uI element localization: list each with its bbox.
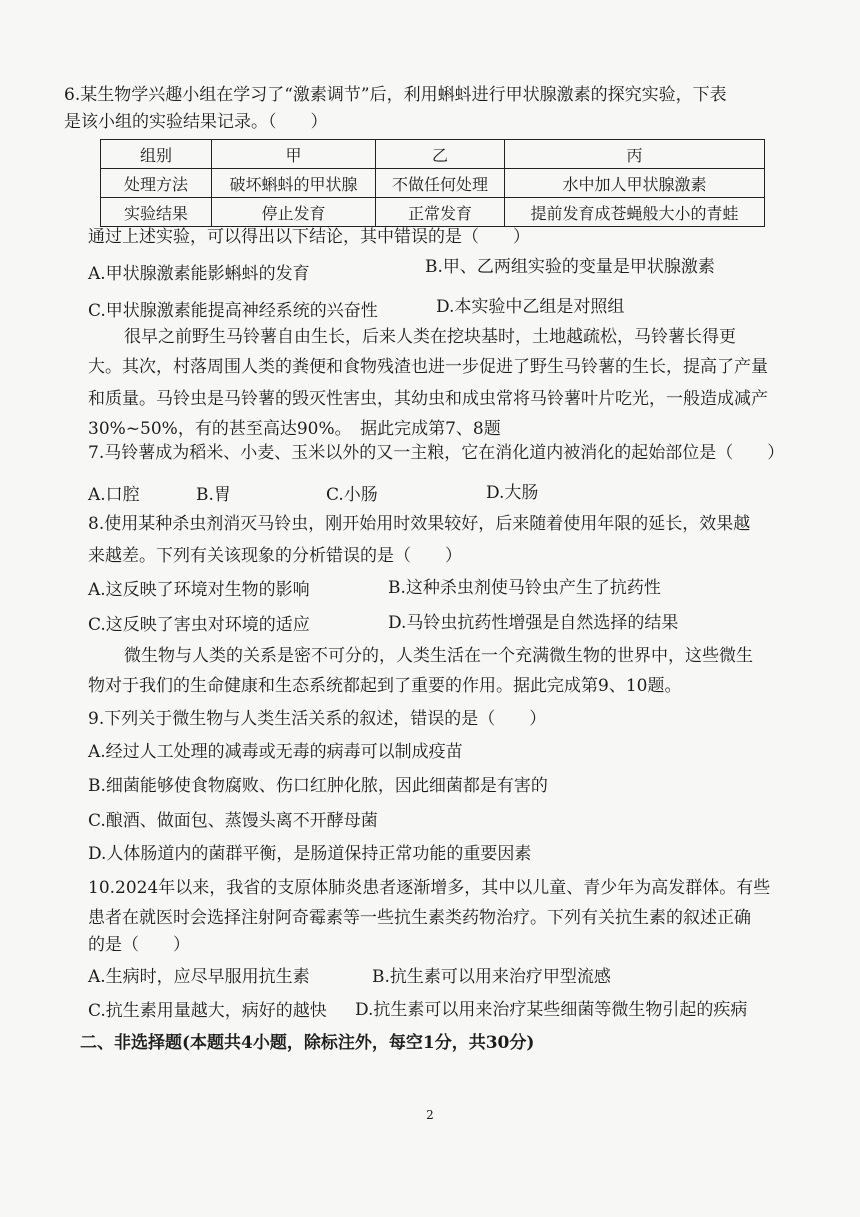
q10-stem-line2: 患者在就医时会选择注射阿奇霉素等一些抗生素类药物治疗。下列有关抗生素的叙述正确	[88, 908, 751, 928]
table-cell: 水中加人甲状腺激素	[505, 169, 765, 198]
table-header-row	[101, 140, 765, 169]
table-cell: 提前发育成苍蝇般大小的青蛙	[505, 198, 765, 227]
page-number: 2	[426, 1108, 434, 1122]
section-2-heading: 二、非选择题(本题共4小题，除标注外，每空1分，共30分)	[80, 1033, 535, 1053]
q10-option-a[interactable]: A.生病时，应尽早服用抗生素	[88, 967, 310, 987]
table-cell: 甲	[212, 140, 376, 169]
passage1-line3: 和质量。马铃虫是马铃薯的毁灭性害虫，其幼虫和成虫常将马铃薯叶片吃光，一般造成减产	[88, 389, 768, 409]
q8-option-d[interactable]: D.马铃虫抗药性增强是自然选择的结果	[388, 613, 679, 633]
table-cell: 正常发育	[376, 198, 505, 227]
q10-option-b[interactable]: B.抗生素可以用来治疗甲型流感	[372, 967, 611, 987]
q6-experiment-table	[100, 139, 765, 227]
table-cell: 实验结果	[101, 198, 212, 227]
passage2-line1: 微生物与人类的关系是密不可分的，人类生活在一个充满微生物的世界中，这些微生	[124, 646, 753, 666]
q6-option-a[interactable]: A.甲状腺激素能影蝌蚪的发育	[88, 264, 310, 284]
q7-option-a[interactable]: A.口腔	[88, 485, 140, 505]
passage1-line4: 30%~50%，有的甚至高达90%。 据此完成第7、8题	[88, 419, 501, 439]
q10-option-d[interactable]: D.抗生素可以用来治疗某些细菌等微生物引起的疾病	[355, 1000, 748, 1020]
q7-option-c[interactable]: C.小肠	[326, 485, 378, 505]
q9-option-d[interactable]: D.人体肠道内的菌群平衡，是肠道保持正常功能的重要因素	[88, 844, 532, 864]
q10-stem-line1: 10.2024年以来，我省的支原体肺炎患者逐渐增多，其中以儿童、青少年为高发群体。有些	[88, 878, 771, 898]
q6-option-d[interactable]: D.本实验中乙组是对照组	[436, 297, 625, 317]
q6-prompt: 通过上述实验，可以得出以下结论，其中错误的是（ ）	[88, 227, 530, 247]
q10-stem-line3: 的是（ ）	[88, 935, 190, 955]
q6-option-b[interactable]: B.甲、乙两组实验的变量是甲状腺激素	[425, 257, 715, 277]
passage1-line2: 大。其次，村落周围人类的粪便和食物残渣也进一步促进了野生马铃薯的生长，提高了产量	[88, 357, 768, 377]
table-cell: 破坏蝌蚪的甲状腺	[212, 169, 376, 198]
q6-option-c[interactable]: C.甲状腺激素能提高神经系统的兴奋性	[88, 301, 378, 321]
q7-option-b[interactable]: B.胃	[196, 485, 231, 505]
q9-option-b[interactable]: B.细菌能够使食物腐败、伤口红肿化脓，因此细菌都是有害的	[88, 776, 548, 796]
passage2-line2: 物对于我们的生命健康和生态系统都起到了重要的作用。据此完成第9、10题。	[88, 676, 682, 696]
passage1-line1: 很早之前野生马铃薯自由生长，后来人类在挖块基时，土地越疏松，马铃薯长得更	[124, 327, 736, 347]
q7-option-d[interactable]: D.大肠	[486, 483, 539, 503]
table-cell: 乙	[376, 140, 505, 169]
table-cell: 停止发育	[212, 198, 376, 227]
q8-stem-line1: 8.使用某种杀虫剂消灭马铃虫，刚开始用时效果较好，后来随着使用年限的延长，效果越	[88, 514, 751, 534]
table-cell: 组别	[101, 140, 212, 169]
q8-option-a[interactable]: A.这反映了环境对生物的影响	[88, 580, 310, 600]
q6-stem-line2: 是该小组的实验结果记录。（ ）	[64, 112, 328, 132]
q7-stem: 7.马铃薯成为稻米、小麦、玉米以外的又一主粮，它在消化道内被消化的起始部位是（ ）	[88, 443, 785, 463]
table-cell: 不做任何处理	[376, 169, 505, 198]
q8-option-b[interactable]: B.这种杀虫剂使马铃虫产生了抗药性	[388, 578, 661, 598]
table-cell: 丙	[505, 140, 765, 169]
q6-stem-line1: 6.某生物学兴趣小组在学习了“激素调节”后，利用蝌蚪进行甲状腺激素的探究实验，下表	[64, 85, 727, 105]
q8-option-c[interactable]: C.这反映了害虫对环境的适应	[88, 615, 310, 635]
q8-stem-line2: 来越差。下列有关该现象的分析错误的是（ ）	[88, 546, 462, 566]
q9-option-a[interactable]: A.经过人工处理的减毒或无毒的病毒可以制成疫苗	[88, 742, 463, 762]
q9-option-c[interactable]: C.酿酒、做面包、蒸馒头离不开酵母菌	[88, 811, 378, 831]
table-row	[101, 169, 765, 198]
table-cell: 处理方法	[101, 169, 212, 198]
table-row	[101, 198, 765, 227]
q10-option-c[interactable]: C.抗生素用量越大，病好的越快	[88, 1001, 327, 1021]
q9-stem: 9.下列关于微生物与人类生活关系的叙述，错误的是（ ）	[88, 709, 547, 729]
